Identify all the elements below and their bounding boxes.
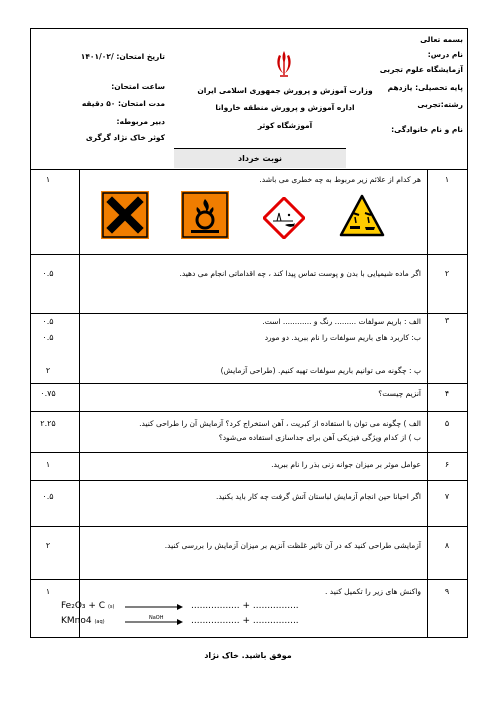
- question-score: ۱: [45, 175, 51, 184]
- question-number: ۲: [444, 269, 450, 278]
- exam-frame: [30, 28, 468, 638]
- table-row: [31, 480, 467, 481]
- question-score: ۰.۵: [42, 269, 54, 278]
- reaction-product: ................. + ................: [191, 601, 299, 611]
- score-column-divider: [79, 169, 80, 637]
- harmful-x-icon: [101, 191, 149, 239]
- reaction-condition: NaOH: [149, 615, 164, 621]
- iran-emblem-icon: [273, 49, 295, 79]
- grade-label: پایه تحصیلی: یازدهم: [387, 83, 463, 92]
- question-number: ۶: [444, 460, 450, 469]
- table-row: [31, 313, 467, 314]
- reaction-reactant: KMno4: [61, 616, 92, 626]
- question-part: پ : چگونه می توانیم باریم سولفات تهیه کنیم. (طراحی آزمایش): [220, 366, 421, 375]
- field-label: رشته:تجربی: [417, 100, 463, 109]
- question-score: ۲: [45, 541, 51, 550]
- table-row: [31, 254, 467, 255]
- question-number: ۴: [444, 389, 450, 398]
- table-row: [31, 169, 467, 170]
- question-part: الف ) چگونه می توان با استفاده از کبریت ، آهن استخراج کرد؟ آزمایش آن را طراحی کنید.: [139, 419, 421, 428]
- table-row: [31, 383, 467, 384]
- question-part: الف : باریم سولفات ......... رنگ و ............ است.: [262, 317, 421, 326]
- exam-duration: مدت امتحان: ۵۰ دقیقه: [81, 99, 165, 108]
- question-number: ۹: [444, 587, 450, 596]
- table-row: [31, 411, 467, 412]
- question-text: آنزیم چیست؟: [378, 389, 421, 398]
- table-row: [31, 452, 467, 453]
- question-score: ۰.۷۵: [40, 389, 56, 398]
- reaction-1: [61, 601, 114, 611]
- question-text: آزمایشی طراحی کنید که در آن تاثیر غلظت آنزیم بر میزان آزمایش را بررسی کنید.: [164, 541, 421, 550]
- oxidizer-icon: [181, 191, 229, 239]
- question-text: هر کدام از علائم زیر مربوط به چه خطری می باشد.: [259, 175, 421, 184]
- exam-session-tab: نوبت خرداد: [174, 148, 346, 168]
- exam-date: تاریخ امتحان: /۱۴۰۱/۰۲: [80, 52, 165, 61]
- ministry-title: وزارت آموزش و پرورش جمهوری اسلامی ایران: [197, 86, 373, 95]
- exam-type: آزمایشگاه علوم تجربی: [379, 65, 463, 74]
- question-text: عوامل موثر بر میزان جوانه زنی بذر را نام ببرید.: [271, 460, 421, 469]
- reaction-product: ................. + ................: [191, 616, 299, 626]
- question-score: ۲: [45, 366, 51, 375]
- question-score: ۰.۵: [42, 492, 54, 501]
- question-part: ب: کاربرد های باریم سولفات را نام ببرید. دو مورد: [264, 333, 421, 342]
- reaction-reactant: Fe₂O₃ + C: [61, 601, 106, 611]
- table-row: [31, 579, 467, 580]
- bismillah: بسمه تعالی: [420, 35, 463, 44]
- reaction-arrow-icon: [125, 602, 183, 612]
- question-part: ب ) از کدام ویژگی فیزیکی آهن برای جداسازی استفاده می‌شود؟: [218, 433, 421, 442]
- office-title: اداره آموزش و پرورش منطقه خاروانا: [215, 103, 355, 112]
- student-name-label: نام و نام خانوادگی:: [391, 125, 463, 134]
- question-number: ۵: [444, 419, 450, 428]
- question-text: واکنش های زیر را تکمیل کنید .: [325, 587, 421, 596]
- question-score: ۰.۵: [42, 333, 54, 342]
- reaction-state: (s): [107, 604, 115, 610]
- question-text: اگر احیانا حین انجام آزمایش لباستان آتش گرفت چه کار باید بکنید.: [215, 492, 421, 501]
- question-score: ۲.۲۵: [40, 419, 56, 428]
- footer-message: موفق باشید. خاک نژاد: [204, 651, 292, 660]
- reaction-2: [61, 616, 105, 626]
- reaction-arrow-icon: [125, 617, 183, 627]
- question-number: ۱: [444, 175, 450, 184]
- environment-hazard-icon: [263, 197, 305, 239]
- question-number: ۸: [444, 541, 450, 550]
- question-score: ۱: [45, 587, 51, 596]
- number-column-divider: [427, 169, 428, 637]
- reaction-state: (aq): [94, 619, 105, 625]
- exam-header: [31, 29, 467, 170]
- teacher-label: دبیر مربوطه:: [116, 117, 165, 126]
- question-score: ۱: [45, 460, 51, 469]
- school-title: آموزشگاه کوثر: [257, 121, 313, 130]
- exam-time-label: ساعت امتحان:: [111, 82, 165, 91]
- question-score: ۰.۵: [42, 317, 54, 326]
- question-number: ۳: [444, 316, 450, 325]
- corrosive-icon: [339, 193, 385, 239]
- question-number: ۷: [444, 492, 450, 501]
- question-text: اگر ماده شیمیایی با بدن و پوست تماس پیدا کند ، چه اقداماتی انجام می دهید.: [179, 269, 421, 278]
- table-row: [31, 526, 467, 527]
- course-name-label: نام درس:: [427, 50, 463, 59]
- teacher-name: کوثر خاک نژاد گرگری: [85, 133, 165, 142]
